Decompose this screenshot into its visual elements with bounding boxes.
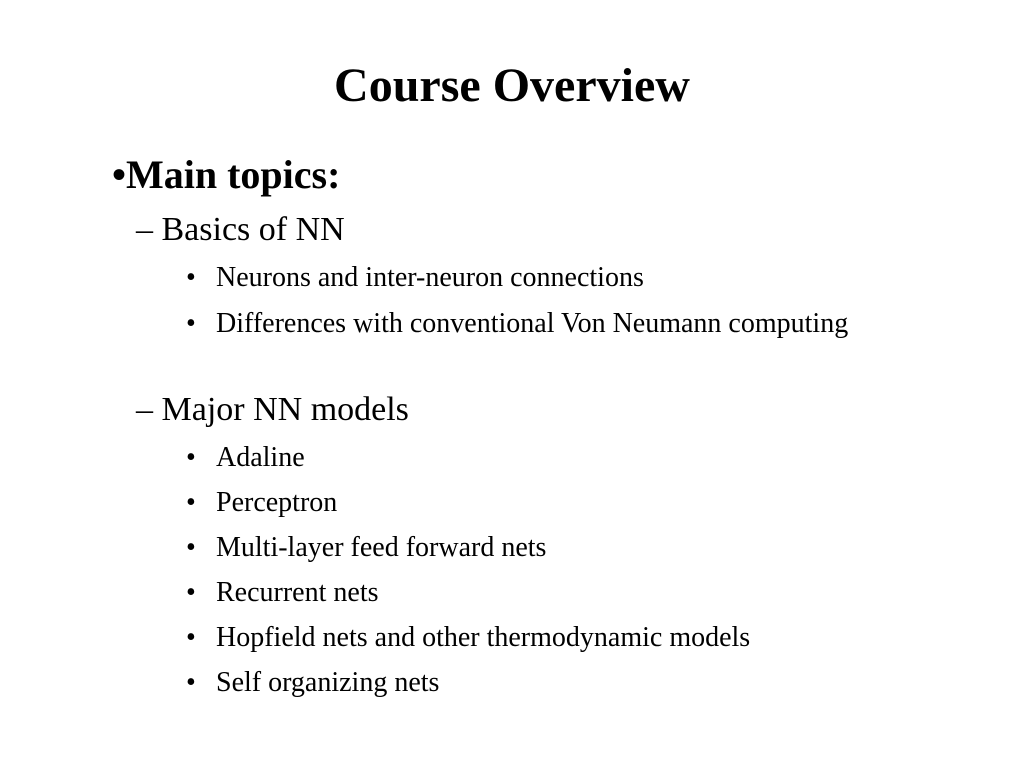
- list-item-text: Multi-layer feed forward nets: [216, 532, 547, 563]
- bullet-icon: •: [186, 262, 196, 293]
- section-heading-models: – Major NN models: [136, 391, 409, 428]
- list-item-text: Hopfield nets and other thermodynamic models: [216, 622, 751, 653]
- section-heading-basics: – Basics of NN: [136, 211, 345, 248]
- bullet-icon: •: [186, 577, 196, 608]
- bullet-icon: •: [186, 667, 196, 698]
- bullet-icon: •: [186, 622, 196, 653]
- list-item-text: Adaline: [216, 442, 305, 473]
- bullet-icon: •: [112, 152, 127, 197]
- list-item-text: Self organizing nets: [216, 667, 440, 698]
- bullet-icon: •: [186, 487, 196, 518]
- list-item-text: Perceptron: [216, 487, 338, 518]
- list-item-text: Recurrent nets: [216, 577, 379, 608]
- bullet-icon: •: [186, 532, 196, 563]
- list-item-text: Differences with conventional Von Neumann computing: [216, 308, 849, 339]
- main-topics-label: Main topics:: [126, 152, 341, 197]
- list-item-text: Neurons and inter-neuron connections: [216, 262, 644, 293]
- slide-title: Course Overview: [334, 59, 690, 112]
- bullet-icon: •: [186, 308, 196, 339]
- bullet-icon: •: [186, 442, 196, 473]
